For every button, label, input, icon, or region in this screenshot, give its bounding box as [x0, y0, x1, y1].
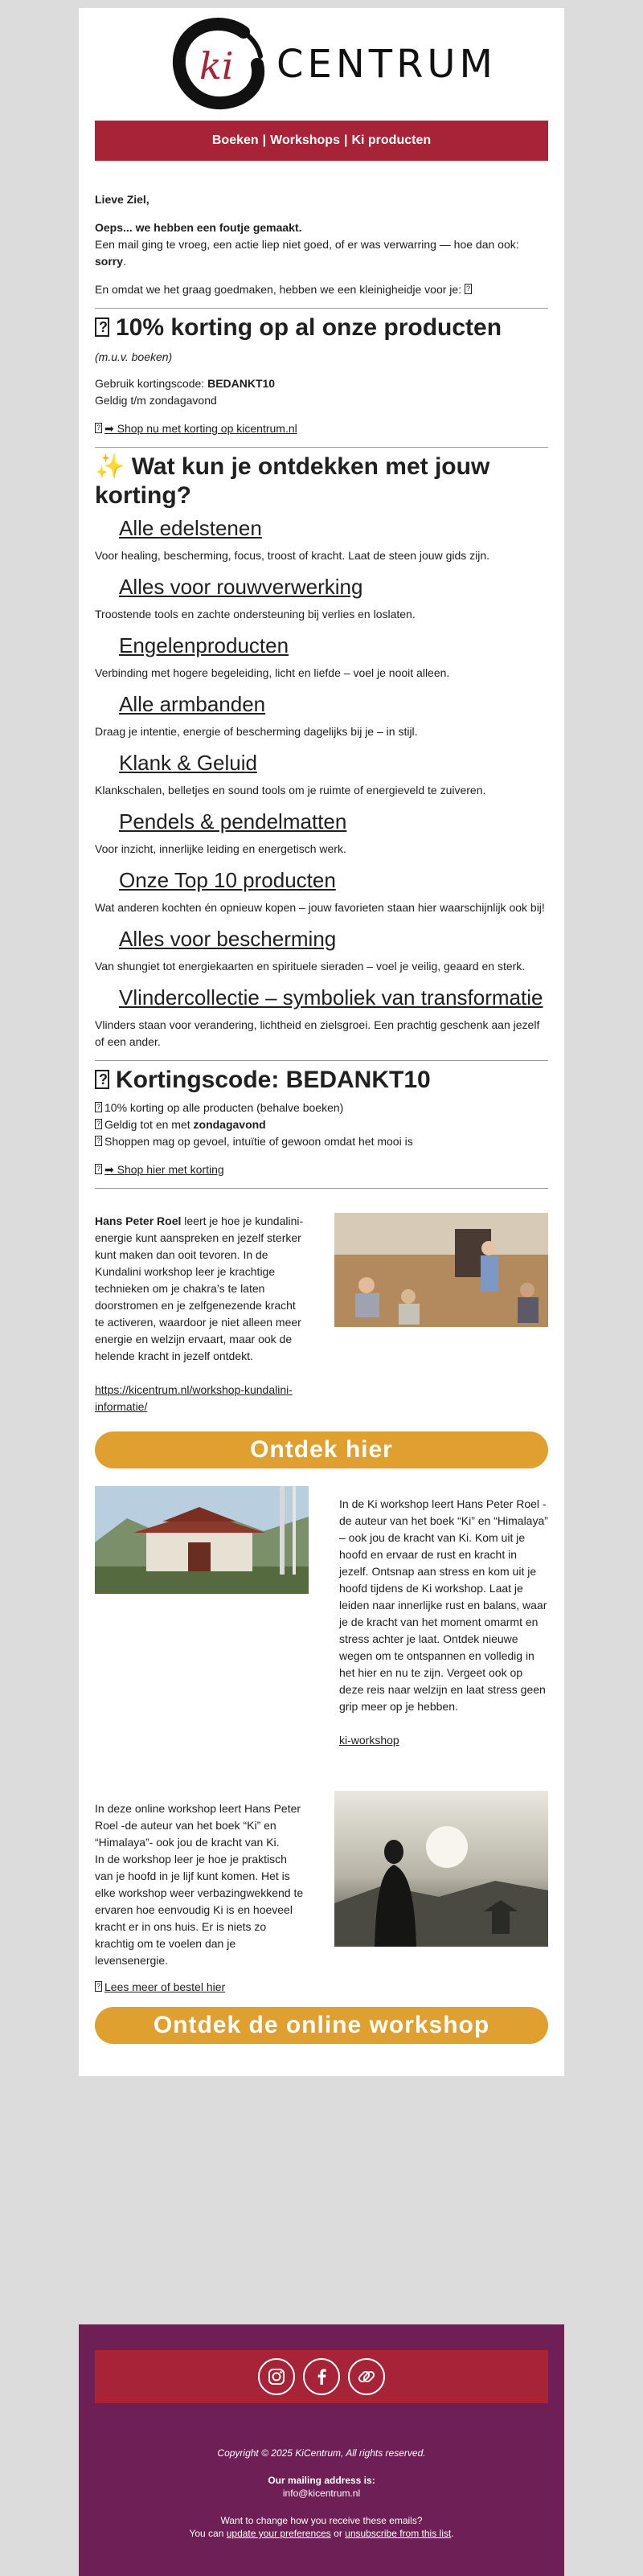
spacer	[95, 2044, 548, 2076]
category-link[interactable]: Alle edelstenen	[119, 516, 262, 540]
svg-text:ki: ki	[199, 44, 234, 88]
check-icon	[95, 1102, 102, 1112]
category-link[interactable]: Alles voor bescherming	[119, 927, 337, 951]
code-shop-line	[95, 1161, 548, 1178]
gift-line: En omdat we het graag goedmaken, hebben we een kleinigheidje voor je: ?	[95, 281, 548, 298]
category-list	[95, 515, 548, 1050]
category-description: Van shungiet tot energiekaarten en spirituele sieraden – voel je veilig, geaard en sterk.	[95, 960, 526, 973]
discount-valid: Geldig t/m zondagavond	[95, 394, 217, 407]
unsubscribe-link[interactable]: unsubscribe from this list	[345, 2528, 452, 2539]
code-line-2: ?Geldig tot en met zondagavond	[95, 1116, 548, 1133]
footer-change-question: Want to change how you receive these emails?	[220, 2515, 423, 2526]
footer-preferences-line: You can update your preferences or unsubscribe from this list.	[189, 2528, 454, 2539]
logo[interactable]	[167, 16, 497, 113]
clock-icon	[95, 1119, 102, 1129]
footer	[79, 2324, 564, 2576]
code-title: ?Kortingscode: BEDANKT10	[95, 1066, 548, 1095]
ki-text-col	[339, 1486, 548, 1749]
divider	[95, 1060, 548, 1061]
category-link[interactable]: Klank & Geluid	[119, 751, 257, 775]
category-link[interactable]: Engelenproducten	[119, 633, 289, 657]
social-bar	[95, 2350, 548, 2403]
pointer-icon	[95, 1981, 102, 1992]
category-description: Draag je intentie, energie of bescherming dagelijks bij je – in stijl.	[95, 725, 418, 738]
ki-workshop-link-line	[339, 1732, 548, 1749]
nav-item-boeken[interactable]: Boeken	[211, 133, 259, 147]
code-line-3: ?Shoppen mag op gevoel, intuïtie of gewoon omdat het mooi is	[95, 1133, 548, 1150]
category-link[interactable]: Onze Top 10 producten	[119, 868, 336, 892]
nav-separator: |	[343, 133, 348, 147]
nav-item-ki-producten[interactable]: Ki producten	[351, 133, 432, 147]
kundalini-text: Hans Peter Roel leert je hoe je kundalini-energie kunt aanspreken en jezelf sterker kunt maken dan ooit tevoren. In de Kundalini workshop leer je krachtige technieken om je chakra’s te laten doorstromen en je zelfgenezende kracht te activeren, waardoor je niet alleen meer energie en welzijn ervaart, maar ook de helende kracht in jezelf ontdekt.	[95, 1214, 304, 1362]
logo-text: CENTRUM	[276, 42, 497, 87]
link-icon[interactable]	[348, 2358, 385, 2395]
online-image	[334, 1791, 548, 1996]
kundalini-text-col	[95, 1213, 304, 1415]
category-description: Voor inzicht, innerlijke leiding en energetisch werk.	[95, 842, 346, 855]
ki-image	[95, 1486, 309, 1749]
gift-icon	[95, 317, 109, 337]
online-workshop-button[interactable]: Ontdek de online workshop	[95, 2007, 548, 2044]
ontdek-hier-button[interactable]: Ontdek hier	[95, 1431, 548, 1468]
category-description: Vlinders staan voor verandering, lichtheid en zielsgroei. Een prachtig geschenk aan jezelf of een ander.	[95, 1018, 540, 1048]
category-description: Wat anderen kochten én opnieuw kopen – jouw favorieten staan hier waarschijnlijk ook bij!	[95, 901, 545, 914]
ki-workshop-section	[95, 1486, 548, 1749]
footer-mailing-label: Our mailing address is:	[268, 2475, 375, 2486]
ki-workshop-text: In de Ki workshop leert Hans Peter Roel -de auteur van het boek “Ki” en “Himalaya” – ook jou de kracht van Ki. Kom uit je hoofd en ervaar de rust en kracht in jezelf. Ontsnap aan stress en kom uit je hoofd tijdens de Ki workshop. Laat je leiden naar innerlijke rust en balans, waar je de kracht van het moment omarmt en stress achter je laat. Ontdek nieuwe wegen om te ontspannen en volledig in het hier en nu te zijn. Vergeet ook op deze reis naar welzijn en laat stress geen grip meer op je hebben.	[339, 1497, 548, 1713]
category-description: Troostende tools en zachte ondersteuning bij verlies en loslaten.	[95, 608, 416, 620]
category-description: Verbinding met hogere begeleiding, licht en liefde – voel je nooit alleen.	[95, 666, 450, 679]
online-link-line	[95, 1979, 304, 1996]
category-link[interactable]: Vlindercollectie – symboliek van transformatie	[119, 985, 543, 1010]
online-text-1: In deze online workshop leert Hans Peter Roel -de auteur van het boek “Ki” en “Himalaya”- ook jou de kracht van Ki.	[95, 1802, 301, 1849]
kundalini-url-line	[95, 1382, 304, 1415]
shop-now-link[interactable]: ➡ Shop nu met korting op kicentrum.nl	[104, 422, 297, 435]
divider	[95, 308, 548, 309]
content	[79, 191, 564, 2076]
gift-icon	[465, 284, 472, 294]
category-description: Klankschalen, belletjes en sound tools om je ruimte of energieveld te zuiveren.	[95, 784, 486, 797]
discount-shop-line	[95, 420, 548, 437]
workshop-photo-icon	[334, 1213, 548, 1327]
online-workshop-section	[95, 1791, 548, 1996]
discount-subtitle: (m.u.v. boeken)	[95, 350, 173, 363]
nav-separator: |	[262, 133, 267, 147]
apology-title: Oeps... we hebben een foutje gemaakt.	[95, 221, 302, 234]
bag-icon	[95, 423, 102, 433]
category-description: Voor healing, bescherming, focus, troost of kracht. Laat de steen jouw gids zijn.	[95, 549, 490, 562]
shop-with-discount-link[interactable]: ➡ Shop hier met korting	[104, 1163, 224, 1176]
apology-text: Een mail ging te vroeg, een actie liep niet goed, of er was verwarring — hoe dan ook: sorry.	[95, 238, 519, 268]
footer-copyright: Copyright © 2025 KiCentrum, All rights reserved.	[217, 2447, 426, 2459]
nav-bar	[95, 121, 548, 161]
monastery-photo-icon	[95, 1486, 309, 1594]
nav-item-workshops[interactable]: Workshops	[270, 133, 340, 147]
kundalini-link[interactable]: https://kicentrum.nl/workshop-kundalini-informatie/	[95, 1383, 293, 1413]
code-line-1: ?10% korting op alle producten (behalve boeken)	[95, 1100, 548, 1116]
footer-email: info@kicentrum.nl	[282, 2488, 361, 2499]
email-body	[79, 8, 564, 2076]
discount-title: ?10% korting op al onze producten	[95, 313, 548, 342]
facebook-icon[interactable]	[303, 2358, 340, 2395]
online-text-col	[95, 1791, 304, 1996]
meditation-silhouette-photo-icon	[334, 1791, 548, 1947]
discover-title: ✨ Wat kun je ontdekken met jouw korting?	[95, 453, 490, 509]
instagram-icon[interactable]	[258, 2358, 295, 2395]
discount-code-line: Gebruik kortingscode: BEDANKT10	[95, 377, 276, 390]
divider	[95, 447, 548, 448]
divider	[95, 1188, 548, 1189]
update-preferences-link[interactable]: update your preferences	[226, 2528, 331, 2539]
bag-icon	[95, 1164, 102, 1174]
ki-workshop-link[interactable]: ki-workshop	[339, 1734, 399, 1747]
kundalini-section	[95, 1213, 548, 1415]
lees-meer-link[interactable]: Lees meer of bestel hier	[104, 1980, 226, 1993]
kundalini-image	[334, 1213, 548, 1415]
category-link[interactable]: Alles voor rouwverwerking	[119, 575, 363, 599]
sparkle-icon	[95, 1136, 102, 1146]
ticket-icon	[95, 1070, 109, 1089]
category-link[interactable]: Alle armbanden	[119, 692, 266, 716]
online-text-2: In de workshop leer je hoe je praktisch van je hoofd in je lijf kunt komen. Het is elke workshop weer verbazingwekkend te ervaren hoe eenvoudig Ki is en hoeveel kracht er in ons huis. Er is niets zo krachtig om te voelen dan je levensenergie.	[95, 1853, 304, 1967]
greeting: Lieve Ziel,	[95, 193, 149, 206]
category-link[interactable]: Pendels & pendelmatten	[119, 809, 347, 833]
header	[79, 8, 564, 121]
enso-logo-icon	[167, 16, 272, 113]
